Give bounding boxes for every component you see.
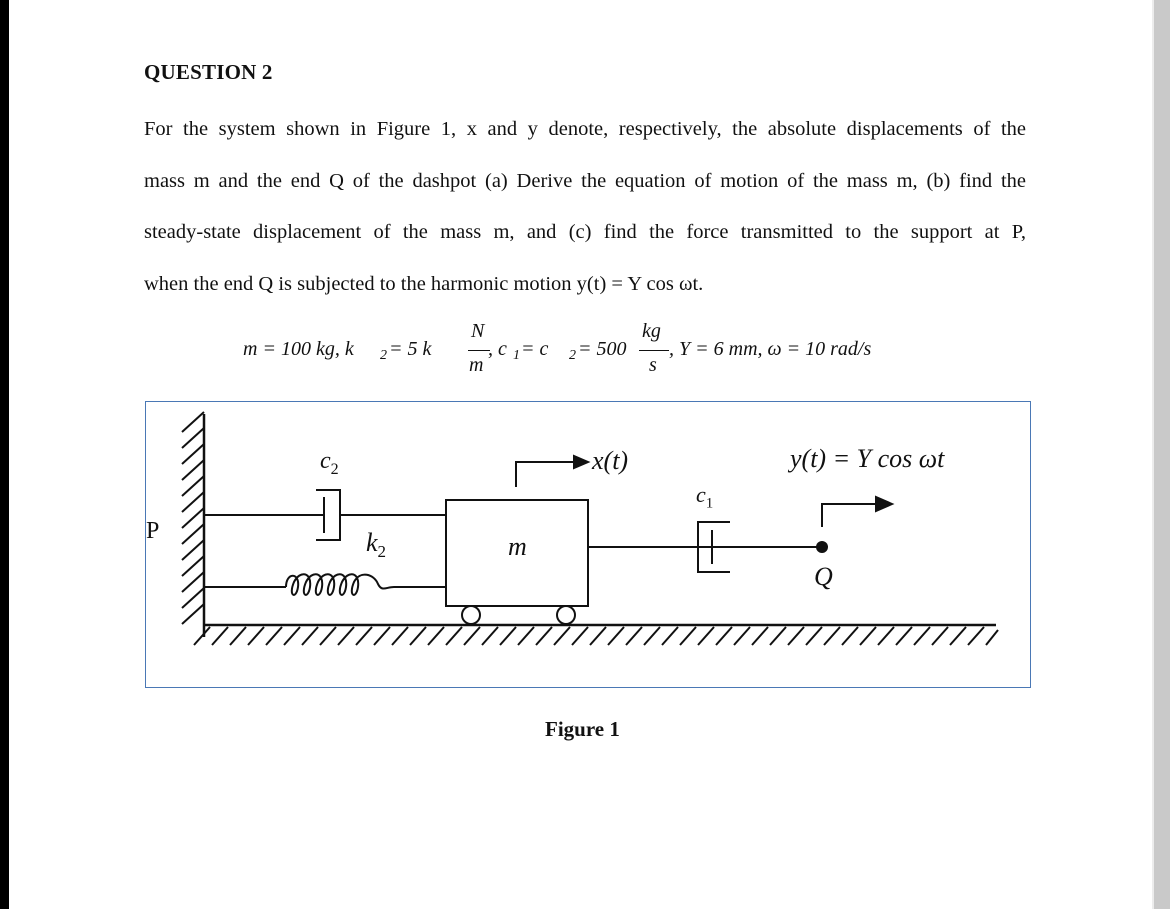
param-c-value: = 500 [578, 338, 627, 360]
param-k-value: = 5 k [389, 338, 432, 360]
question-text [144, 104, 1026, 311]
figure-1 [145, 401, 1031, 688]
question-line-4: when the end Q is subjected to the harmonic motion y(t) = Y cos ωt. [144, 273, 704, 296]
label-end-q: Q [814, 562, 833, 591]
label-y-t: y(t) = Y cos ωt [790, 444, 945, 473]
label-x-t: x(t) [592, 446, 629, 475]
label-k2-sub: 2 [377, 542, 387, 562]
label-c1-letter: c [696, 482, 706, 507]
question-title: QUESTION 2 [144, 60, 273, 84]
param-k-fraction-bar [468, 350, 490, 351]
param-c2-subscript: 2 [569, 348, 576, 363]
label-k2 [366, 528, 386, 562]
question-line-3: steady-state displacement of the mass m, and (c) find the force transmitted to the support at P, [144, 221, 1026, 244]
label-c2-sub: 2 [330, 460, 339, 478]
param-c-fraction-bar [639, 350, 669, 351]
param-c-label: , c [488, 338, 507, 360]
label-c1-sub: 1 [705, 495, 714, 512]
param-k-unit-denominator: m [469, 354, 484, 376]
parameter-equation [243, 320, 963, 380]
label-support-p: P [146, 518, 160, 544]
param-mass: m = 100 kg, k [243, 338, 354, 360]
param-c-unit-numerator: kg [642, 320, 661, 342]
question-line-2: mass m and the end Q of the dashpot (a) Derive the equation of motion of the mass m, (b) find the [144, 169, 1026, 192]
spring-k2 [204, 574, 446, 595]
label-c2-letter: c [320, 448, 331, 474]
y-displacement-arrow [822, 497, 892, 527]
x-displacement-arrow [516, 456, 588, 487]
param-c-equals: = c [521, 338, 549, 360]
param-c1-subscript: 1 [513, 348, 520, 363]
figure-caption: Figure 1 [545, 717, 620, 741]
damper-c2 [204, 490, 446, 540]
param-rest: , Y = 6 mm, ω = 10 rad/s [669, 338, 872, 360]
label-k2-letter: k [366, 528, 378, 557]
label-c1 [696, 482, 713, 512]
param-k-unit-numerator: N [471, 320, 485, 342]
question-line-1: For the system shown in Figure 1, x and y denote, respectively, the absolute displacements of the [144, 118, 1026, 140]
scrollbar-track[interactable] [1152, 0, 1170, 909]
label-mass-m: m [508, 532, 527, 561]
label-c2 [320, 448, 339, 479]
damper-c1 [588, 522, 822, 572]
support-wall [182, 412, 204, 637]
document-page [9, 0, 1152, 909]
mass-block [446, 500, 588, 624]
ground [194, 625, 998, 645]
param-k-subscript: 2 [380, 348, 387, 363]
param-c-unit-denominator: s [649, 354, 657, 376]
end-q-point [816, 541, 828, 553]
